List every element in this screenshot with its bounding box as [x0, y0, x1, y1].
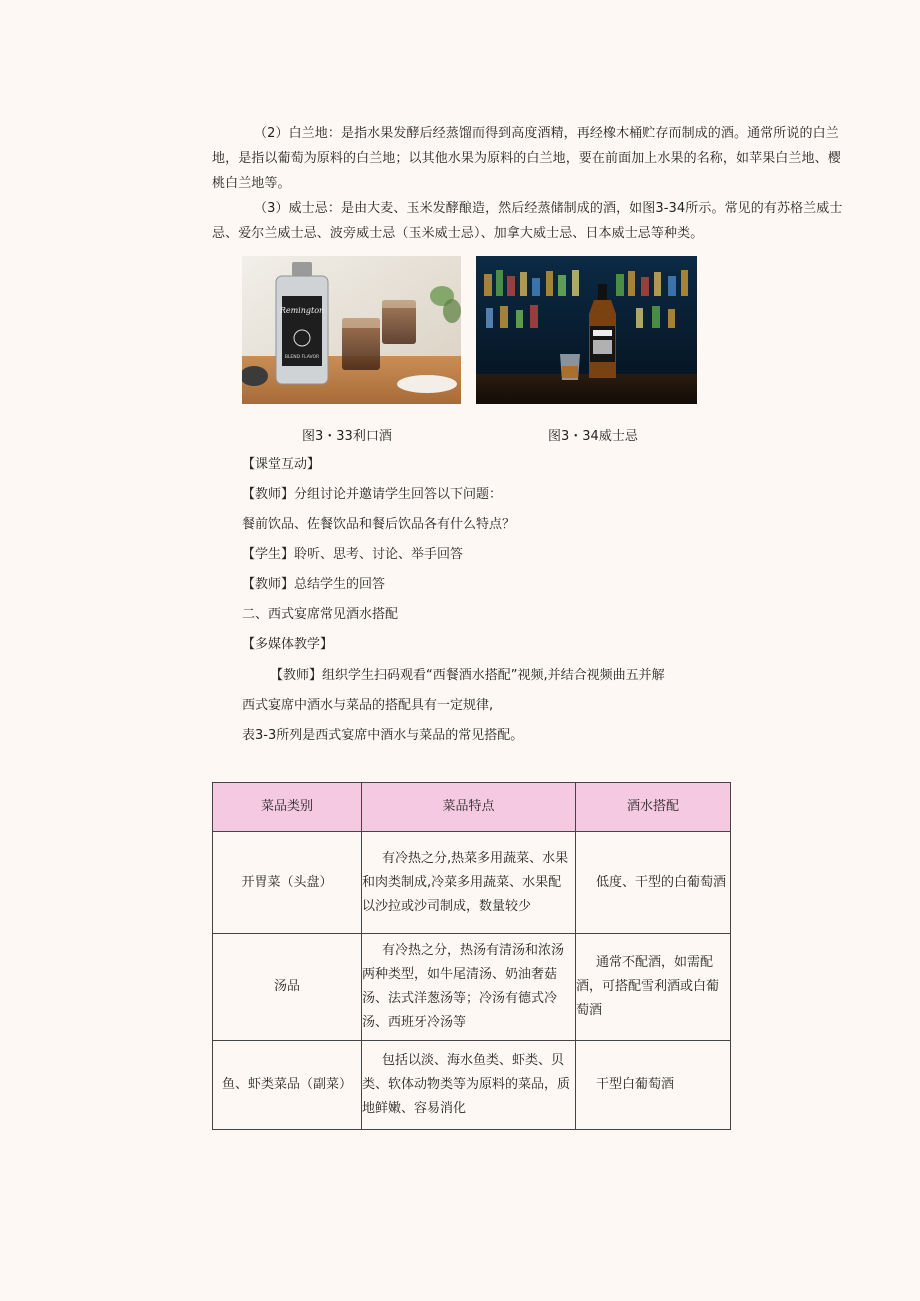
- whisky-paragraph: （3）威士忌：是由大麦、玉米发酵酿造，然后经蒸储制成的酒，如图3-34所示。常见的有苏格兰威士忌、爱尔兰威士忌、波旁威士忌（玉米威士忌）、加拿大威士忌、日本威士忌等种类。: [212, 201, 843, 241]
- cell-features-text: 有冷热之分，热汤有清汤和浓汤两种类型，如牛尾清汤、奶油奢菇汤、法式洋葱汤等；冷汤有德式冷汤、西班牙冷汤等: [362, 943, 565, 1030]
- teacher-discuss-line: 【教师】分组讨论并邀请学生回答以下问题：: [242, 487, 503, 502]
- header-features: 菜品特点: [362, 783, 576, 832]
- liqueur-photo: [242, 256, 461, 404]
- table-header-row: [213, 783, 731, 832]
- cell-pairing: [576, 934, 731, 1041]
- cell-pairing-text: 通常不配酒，如需配酒，可搭配雪利酒或白葡萄酒: [576, 955, 720, 1018]
- table-row: [213, 1041, 731, 1130]
- cell-pairing: [576, 1041, 731, 1130]
- cell-pairing-text: 干型白葡萄酒: [596, 1077, 675, 1092]
- header-category: 菜品类别: [213, 783, 362, 832]
- cell-features-text: 有冷热之分,热菜多用蔬菜、水果和肉类制成,冷菜多用蔬菜、水果配以沙拉或沙司制成，数量较少: [362, 850, 569, 914]
- cell-category: 汤品: [213, 934, 362, 1041]
- student-line: 【学生】聆听、思考、讨论、举手回答: [242, 547, 464, 562]
- liqueur-label-sub: BLEND FLAVOR: [284, 355, 320, 360]
- brandy-paragraph: （2）白兰地：是指水果发酵后经蒸馏而得到高度酒精，再经橡木桶贮存而制成的酒。通常所说的白兰地，是指以葡萄为原料的白兰地；以其他水果为原料的白兰地，要在前面加上水果的名称，如苹果白兰地、樱桃白兰地等。: [212, 126, 841, 191]
- cell-pairing-text: 低度、干型的白葡萄酒: [596, 874, 727, 890]
- cell-features: [362, 1041, 576, 1130]
- cell-category: 开胃菜（头盘）: [213, 832, 362, 934]
- rule-line: 西式宴席中酒水与菜品的搭配具有一定规律,: [242, 698, 494, 713]
- cell-category: 鱼、虾类菜品（副菜）: [213, 1041, 362, 1130]
- table-row: [213, 934, 731, 1041]
- multimedia-heading: 【多媒体教学】: [242, 637, 334, 652]
- question-line: 餐前饮品、佐餐饮品和餐后饮品各有什么特点？: [242, 517, 516, 532]
- section-title: 二、西式宴席常见酒水搭配: [242, 607, 399, 622]
- teacher-video-line: 【教师】组织学生扫码观看“西餐酒水搭配”视频,并结合视频曲五并解: [270, 668, 665, 683]
- whisky-caption: 图3・34威士忌: [548, 429, 638, 444]
- header-pairing: 酒水搭配: [576, 783, 731, 832]
- cell-features: [362, 832, 576, 934]
- liqueur-caption: 图3・33利口酒: [302, 429, 392, 444]
- cell-pairing: [576, 832, 731, 934]
- table-row: [213, 832, 731, 934]
- cell-features: [362, 934, 576, 1041]
- liqueur-label-text: Remington: [279, 306, 325, 315]
- cell-features-text: 包括以淡、海水鱼类、虾类、贝类、软体动物类等为原料的菜品，质地鲜嫩、容易消化: [362, 1053, 571, 1116]
- pairing-table: [212, 782, 731, 1130]
- whisky-photo: [476, 256, 697, 404]
- teacher-summary-line: 【教师】总结学生的回答: [242, 577, 386, 592]
- table-intro-line: 表3-3所列是西式宴席中酒水与菜品的常见搭配。: [242, 728, 524, 743]
- interaction-heading: 【课堂互动】: [242, 457, 321, 472]
